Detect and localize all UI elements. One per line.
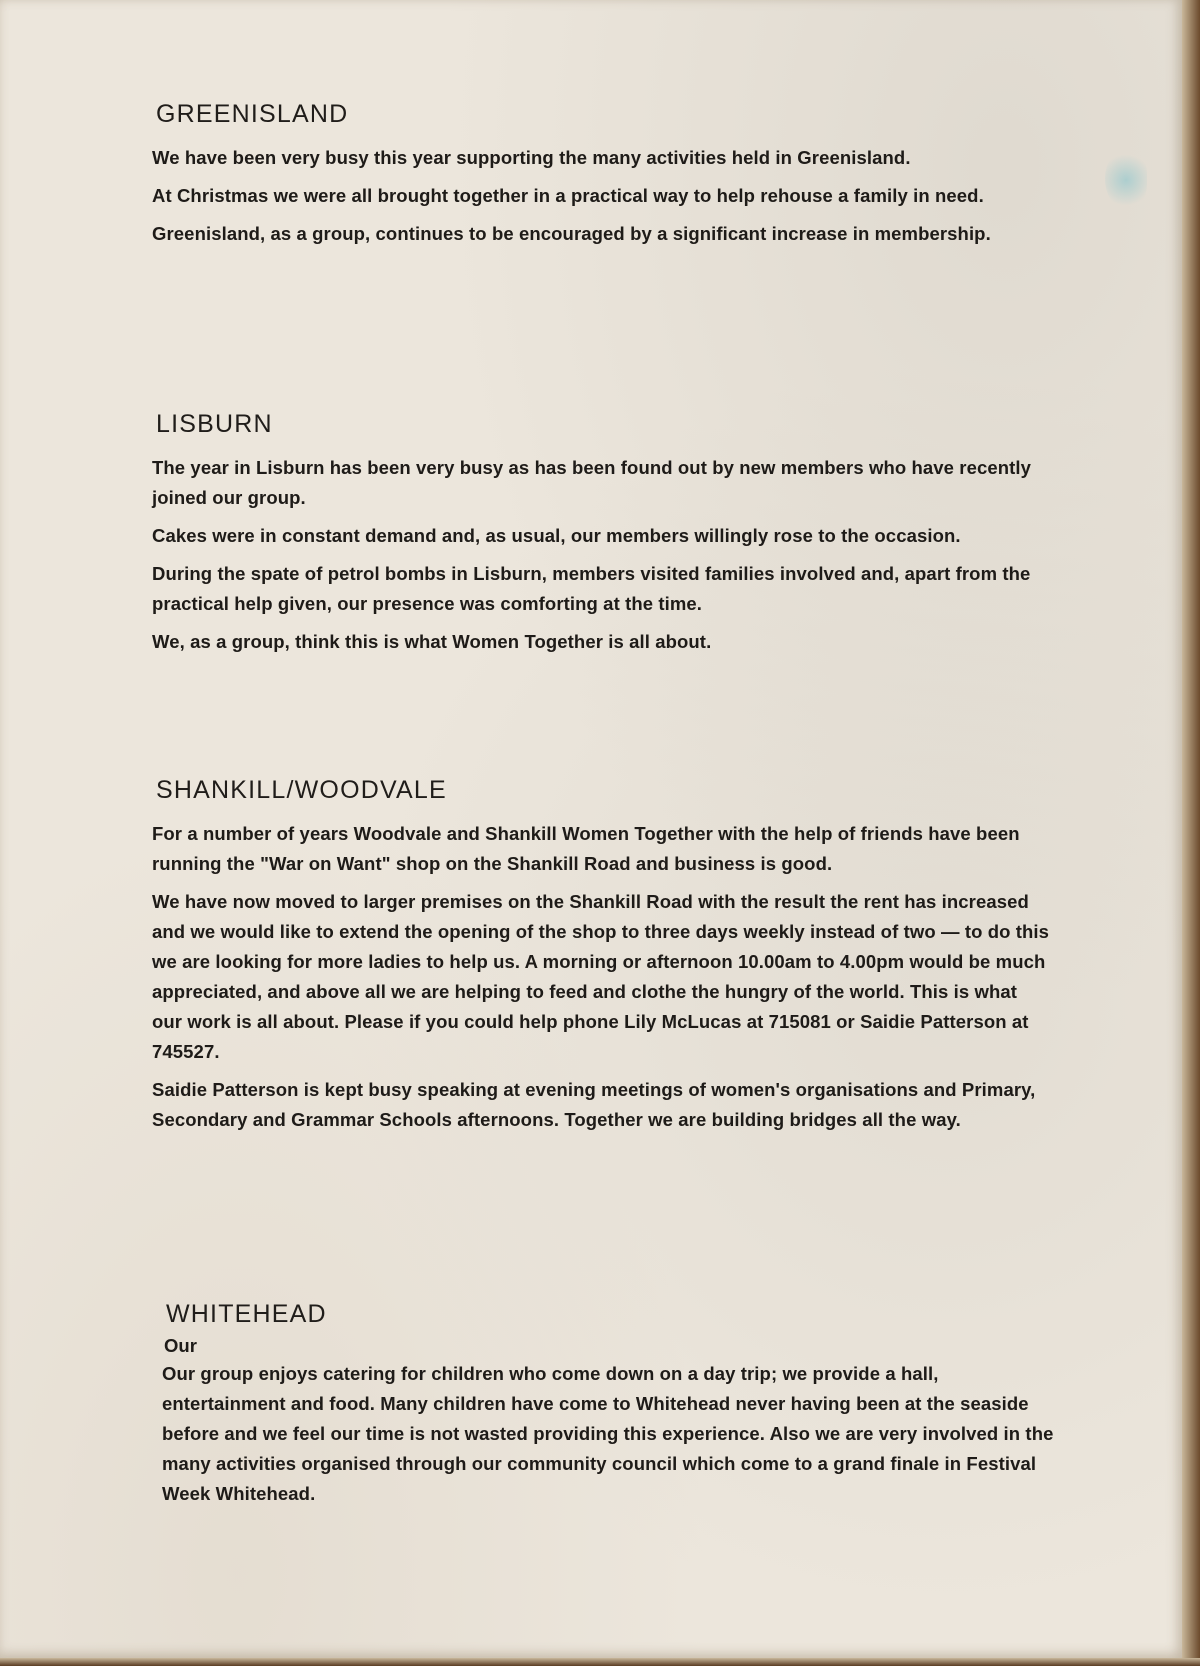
paragraph: The year in Lisburn has been very busy as has been found out by new members who have recently joined our group. — [152, 457, 1032, 508]
section-lisburn — [152, 410, 1052, 665]
paragraph: We have been very busy this year supporting the many activities held in Greenisland. — [152, 147, 911, 168]
section-heading: WHITEHEAD — [166, 1300, 327, 1328]
section-heading: GREENISLAND — [156, 100, 349, 128]
page-edge-bottom — [0, 1658, 1200, 1666]
section-heading: LISBURN — [156, 410, 273, 438]
paragraph: Greenisland, as a group, continues to be encouraged by a significant increase in membership. — [152, 223, 991, 244]
paragraph: For a number of years Woodvale and Shankill Women Together with the help of friends have been running the "War on Want" shop on the Shankill Road and business is good. — [152, 823, 1020, 874]
paragraph: Saidie Patterson is kept busy speaking at evening meetings of women's organisations and Primary, Secondary and Grammar Schools afternoons. Together we are building bridges all the way. — [152, 1079, 1036, 1130]
paragraph: We, as a group, think this is what Women Together is all about. — [152, 631, 712, 652]
section-shankill-woodvale — [152, 776, 1052, 1143]
paragraph: At Christmas we were all brought together in a practical way to help rehouse a family in need. — [152, 185, 984, 206]
stray-word: Our — [164, 1335, 197, 1356]
page-edge-right — [1182, 0, 1200, 1666]
paragraph: Our group enjoys catering for children who come down on a day trip; we provide a hall, entertainment and food. Many children have come to Whitehead never having been at the seaside before and we feel our time is not wasted providing this experience. Also we are very involved in the many activities organised through our community council which come to a grand finale in Festival Week Whitehead. — [162, 1363, 1054, 1504]
ink-stain — [1105, 150, 1147, 210]
paragraph: Cakes were in constant demand and, as usual, our members willingly rose to the occasion. — [152, 525, 961, 546]
section-heading: SHANKILL/WOODVALE — [156, 776, 447, 804]
section-greenisland — [152, 100, 1052, 257]
paragraph: We have now moved to larger premises on the Shankill Road with the result the rent has increased and we would like to extend the opening of the shop to three days weekly instead of two — to do this we are looking for more ladies to help us. A morning or afternoon 10.00am to 4.00pm would be much appreciated, and above all we are helping to feed and clothe the hungry of the world. This is what our work is all about. Please if you could help phone Lily McLucas at 715081 or Saidie Patterson at 745527. — [152, 891, 1050, 1062]
paragraph: During the spate of petrol bombs in Lisburn, members visited families involved and, apart from the practical help given, our presence was comforting at the time. — [152, 563, 1031, 614]
section-whitehead — [162, 1300, 1062, 1517]
